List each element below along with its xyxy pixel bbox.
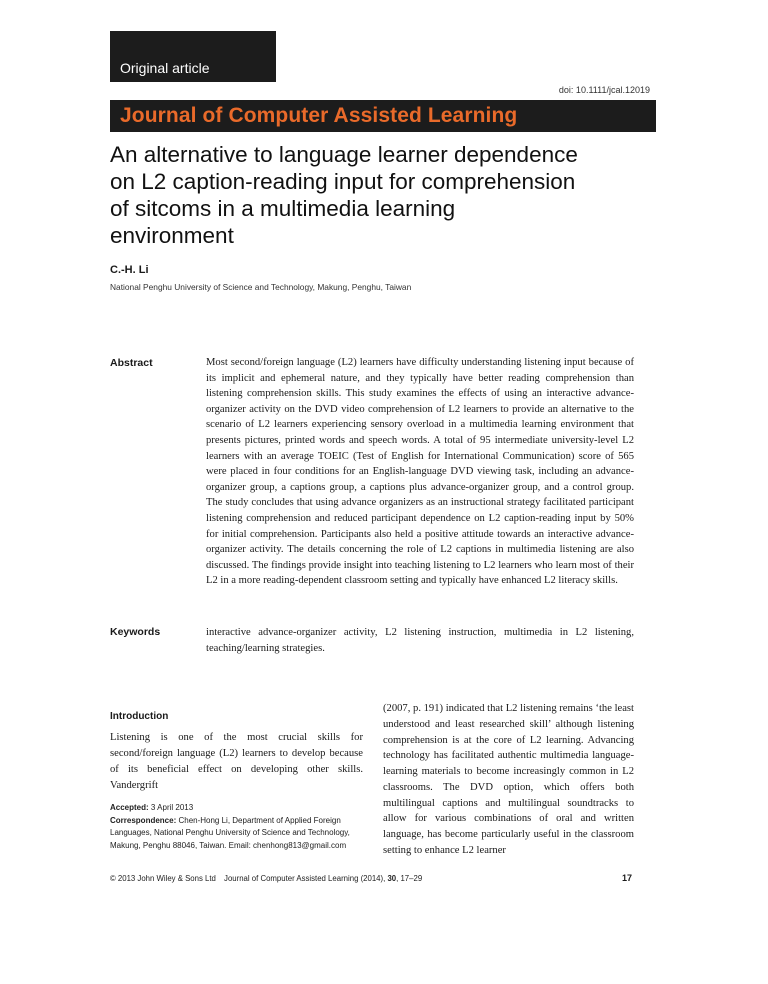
author-name: C.-H. Li [110, 264, 149, 276]
correspondence-label: Correspondence: [110, 815, 177, 825]
article-notes [110, 802, 365, 852]
accepted-label: Accepted: [110, 803, 149, 812]
footer-journal: Journal of Computer Assisted Learning (2014), [224, 874, 386, 883]
footer-copyright: © 2013 John Wiley & Sons Ltd [110, 874, 216, 883]
author-affiliation: National Penghu University of Science and Technology, Makung, Penghu, Taiwan [110, 282, 412, 292]
introduction-left-column: Listening is one of the most crucial skills for second/foreign language (L2) learners to develop because of its beneficial effect on developing other skills. Vandergrift [110, 732, 363, 791]
keywords-label: Keywords [110, 626, 161, 638]
abstract-label: Abstract [110, 357, 153, 369]
footer-citation [110, 874, 422, 883]
keywords-text: interactive advance-organizer activity, L2 listening instruction, multimedia in L2 listening, teaching/learning strategies. [206, 627, 634, 654]
page-number: 17 [622, 873, 633, 883]
footer-pages: , 17–29 [396, 874, 423, 883]
footer-volume: 30 [387, 874, 397, 883]
doi-text: doi: 10.1111/jcal.12019 [558, 85, 650, 95]
accepted-date: 3 April 2013 [150, 803, 194, 812]
correspondence-details: Chen-Hong Li, Department of Applied Foreign Languages, National Penghu University of Science and Technology, Makung, Penghu 88046, Taiwan. Email: chenhong813@gmail.com [110, 815, 350, 850]
abstract-text: Most second/foreign language (L2) learners have difficulty understanding listening input because of its implicit and ephemeral nature, and they typically have better reading comprehension than listening comprehension skills. This study examines the effects of using an interactive advance-organizer activity on the DVD video comprehension of L2 learners to provide an alternative to the scenario of L2 learners experiencing sensory overload in a multimedia learning environment that presents pictures, printed words and speech words. A total of 95 intermediate university-level L2 learners with an average TOEIC (Test of English for International Communication) score of 565 were placed in four conditions for an English-language DVD viewing task, including an advance-organizer group, a captions group, a captions plus advance-organizer group, and a control group. The study concludes that using advance organizers as an instructional strategy facilitated participant listening comprehension and reduced participant dependence on L2 caption-reading input by 50% for initial comprehension. Participants also held a positive attitude towards an interactive advance-organizer activity. The details concerning the role of L2 captions in multimedia listening are also discussed. The findings provide insight into teaching listening to L2 learners who learn most of their L2 in a more reading-dependent classroom setting and typically have enhanced L2 literacy skills. [206, 357, 634, 587]
correspondence-note [110, 815, 365, 853]
article-title: An alternative to language learner dependence on L2 caption-reading input for comprehension of sitcoms in a multimedia learning environment [110, 142, 578, 248]
accepted-note [110, 802, 365, 815]
journal-name: Journal of Computer Assisted Learning [120, 104, 518, 127]
introduction-right-column: (2007, p. 191) indicated that L2 listening remains ‘the least understood and least researched skill’ although listening comprehension is at the core of L2 learning. Advancing technology has facilitated authentic multimedia language-learning materials to become increasingly common in L2 classrooms. The DVD option, which offers both multilingual captions and multilingual soundtracks to allow for various combinations of oral and written language, has become particularly useful in the classroom setting to enhance L2 learner [383, 703, 634, 856]
article-type-label: Original article [120, 60, 210, 76]
introduction-heading: Introduction [110, 711, 169, 722]
